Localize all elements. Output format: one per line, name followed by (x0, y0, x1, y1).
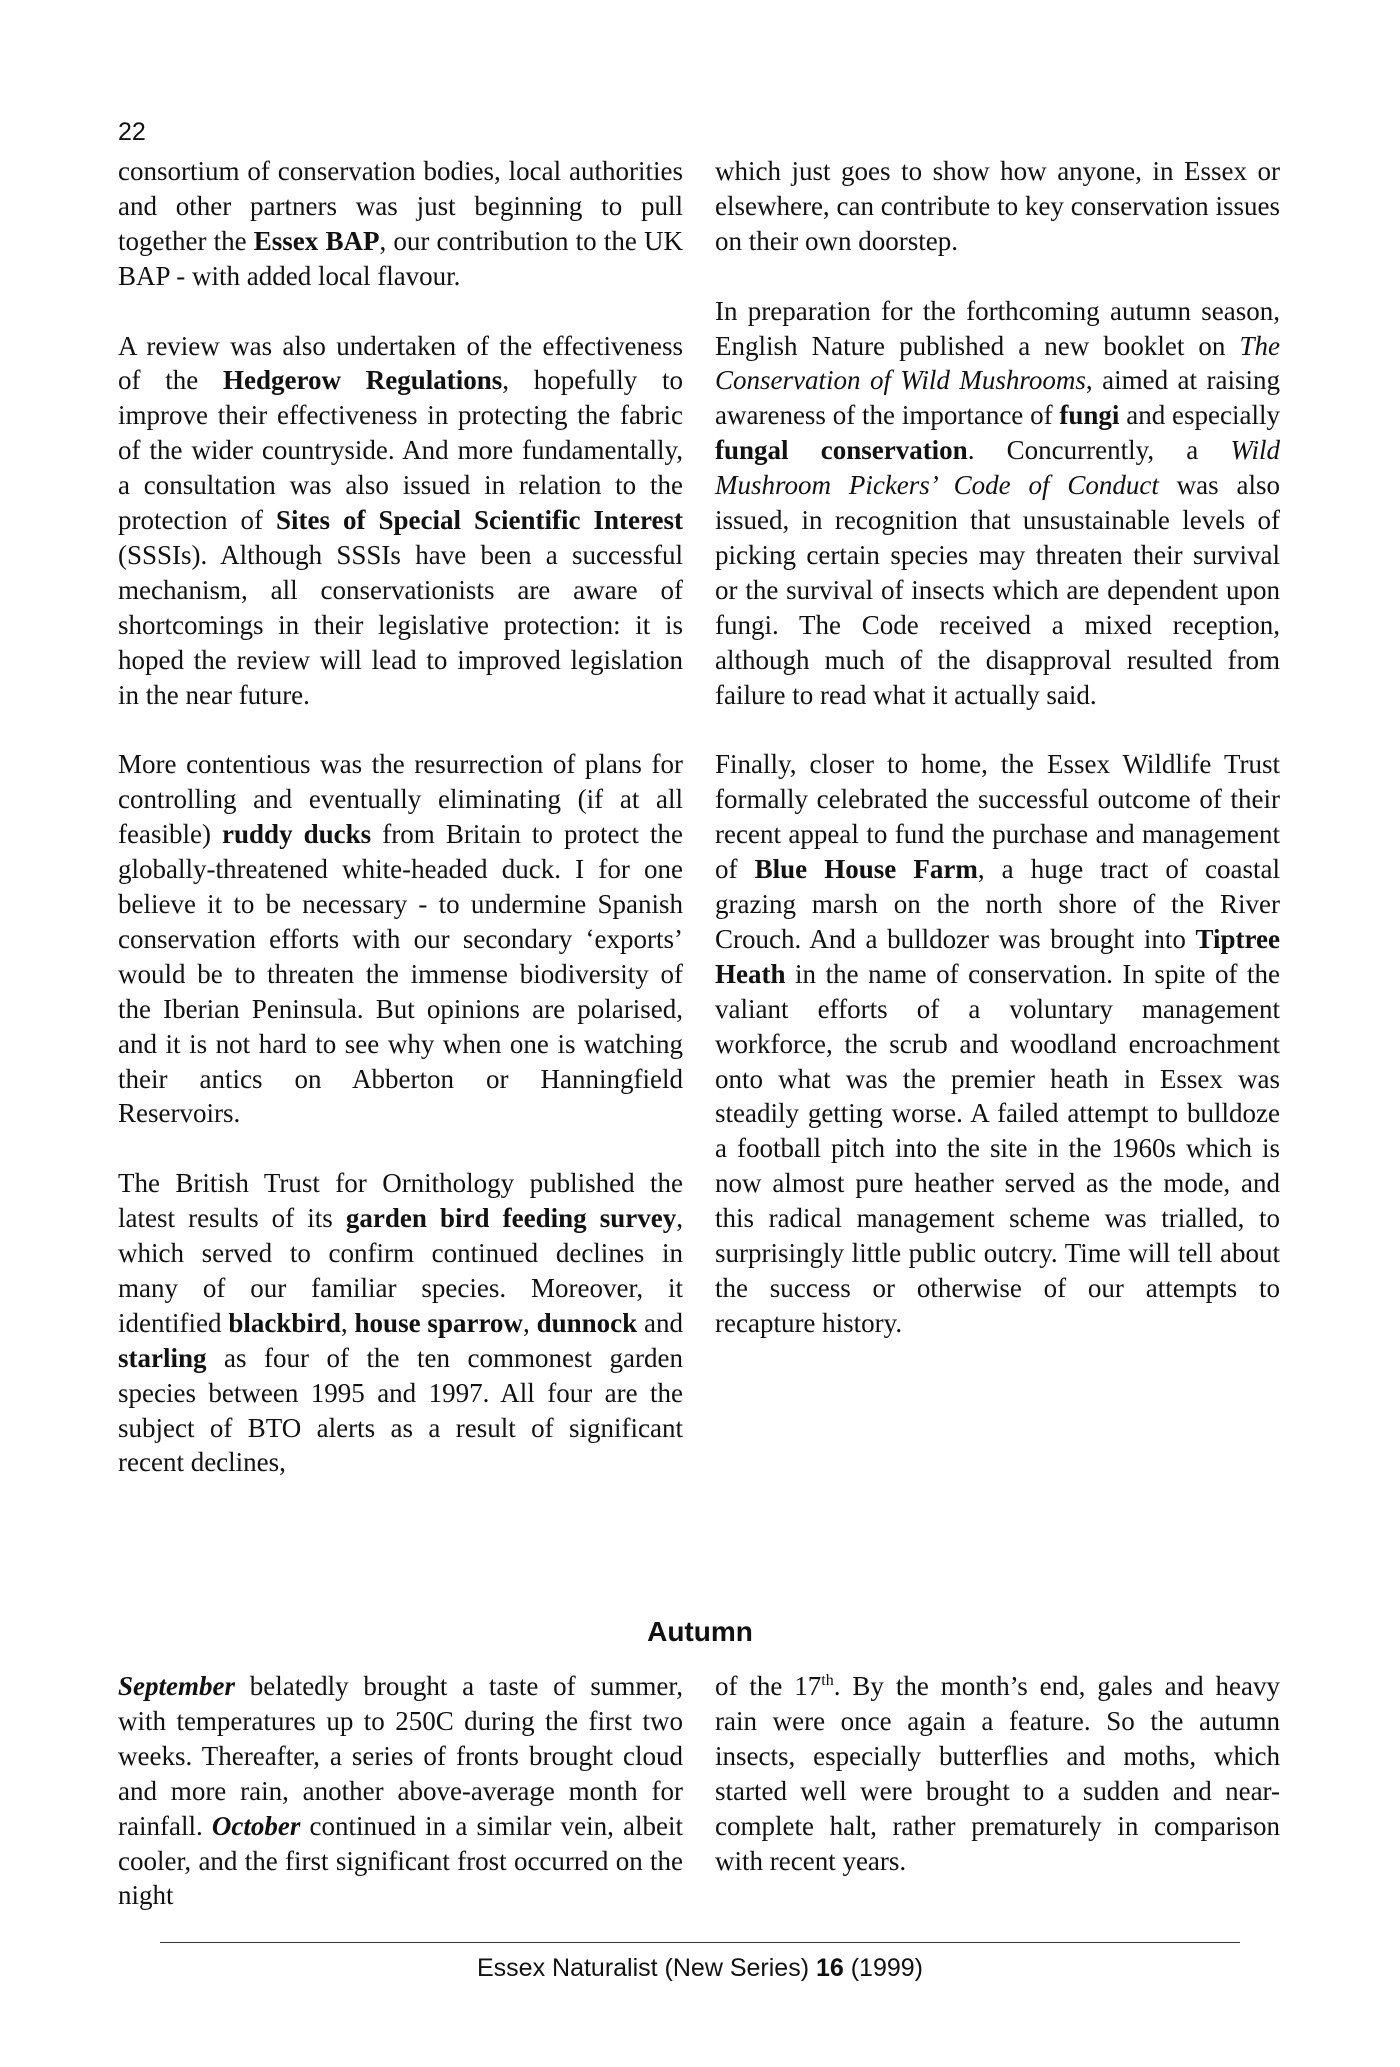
text-run: More contentious was the resurrection of plans for controlling and eventually eliminating (if at all feasible) (118, 749, 683, 850)
text-run: from Britain to protect the globally-threatened white-headed duck. I for one believe it to be necessary - to undermine Spanish conservation efforts with our secondary ‘exports’ would be to threaten the immense biodiversity of the Iberian Peninsula. But opinions are polarised, and it is not hard to see why when one is watching their antics on Abberton or Hanningfield Reservoirs. (118, 819, 683, 1129)
term-house-sparrow: house sparrow (354, 1307, 523, 1338)
text-run: which just goes to show how anyone, in Essex or elsewhere, can contribute to key conservation issues on their own doorstep. (715, 156, 1280, 256)
term-sssi: Sites of Special Scientific Interest (275, 505, 683, 536)
term-hedgerow-regulations: Hedgerow Regulations (223, 365, 503, 396)
paragraph-bto-survey (118, 1166, 683, 1480)
column-bottom-left (118, 1669, 683, 1913)
term-october (212, 1811, 300, 1841)
term-blackbird: blackbird (228, 1307, 341, 1338)
page-number: 22 (118, 118, 146, 146)
title-conservation-wild-mushrooms: The Conservation of Wild Mushrooms (715, 330, 1280, 396)
text-run: , (340, 1307, 355, 1338)
term-fungi: fungi (1059, 400, 1120, 431)
paragraph-essex-wildlife-trust (715, 747, 1280, 1340)
text-run: , aimed at raising awareness of the importance of (715, 365, 1280, 431)
text-run: In preparation for the forthcoming autumn season, English Nature published a new booklet on (715, 295, 1280, 361)
title-code-of-conduct: Wild Mushroom Pickers’ Code of Conduct (715, 435, 1280, 501)
term-essex-bap: Essex BAP (253, 225, 380, 256)
section-heading-autumn: Autumn (647, 1616, 753, 1647)
paragraph-wild-mushrooms (715, 294, 1280, 713)
paragraph-hedgerow-sssi (118, 329, 683, 713)
text-run: . By the month’s end, gales and heavy rain were once again a feature. So the autumn insects, especially butterflies and moths, which started well were brought to a sudden and near-complete halt, rather prematurely in comparison with recent years. (715, 1671, 1280, 1876)
text-run: , a huge tract of coastal grazing marsh on the north shore of the River Crouch. And a bulldozer was brought into (715, 854, 1280, 954)
term-blue-house-farm: Blue House Farm (754, 854, 978, 885)
text-run: The British Trust for Ornithology published the latest results of its (118, 1168, 683, 1234)
text-run: was also issued, in recognition that unsustainable levels of picking certain species may threaten their survival or the survival of insects which are dependent upon fungi. The Code received a mixed reception, although much of the disapproval resulted from failure to read what it actually said. (715, 470, 1280, 710)
paragraph-september-october (118, 1669, 683, 1913)
text-run: and (637, 1307, 684, 1338)
term-october-italic: October (211, 1810, 301, 1841)
term-garden-bird-survey: garden bird feeding survey (345, 1203, 677, 1234)
term-starling: starling (118, 1342, 207, 1373)
term-september-italic: September (118, 1671, 235, 1701)
footer-citation (0, 1954, 1400, 1983)
footer-year: (1999) (843, 1954, 923, 1982)
paragraph-essex-bap (118, 154, 683, 294)
text-run: , hopefully to improve their effectiveness in protecting the fabric of the wider countryside. And more fundamentally, a consultation was also issued in relation to the protection of (118, 365, 684, 536)
text-run: . Concurrently, a (967, 435, 1231, 466)
term-ruddy-ducks: ruddy ducks (222, 819, 372, 850)
text-run: continued in a similar vein, albeit cooler, and the first significant frost occurred on the night (118, 1810, 683, 1911)
term-tiptree-heath: Tiptree Heath (715, 923, 1280, 989)
text-run: , our contribution to the UK BAP - with added local flavour. (118, 225, 683, 291)
column-top-left (118, 154, 683, 1480)
text-run: and especially (1119, 400, 1280, 431)
paragraph-doorstep (715, 154, 1280, 259)
text-run: , (522, 1307, 537, 1338)
text-run: as four of the ten commonest garden species between 1995 and 1997. All four are the subject of BTO alerts as a result of significant recent declines, (118, 1342, 683, 1478)
text-run: consortium of conservation bodies, local authorities and other partners was just beginning to pull together the (118, 156, 683, 256)
text-run: of the 17 (715, 1671, 822, 1701)
term-fungal-conservation: fungal conservation (715, 435, 968, 466)
footer-journal: Essex Naturalist (New Series) (476, 1954, 816, 1982)
term-dunnock: dunnock (536, 1307, 638, 1338)
term-september (118, 1671, 235, 1701)
text-run: , which served to confirm continued declines in many of our familiar species. Moreover, it identified (118, 1203, 683, 1338)
paragraph-month-end (715, 1669, 1280, 1878)
footer-rule (160, 1942, 1240, 1943)
text-run: (SSSIs). Although SSSIs have been a successful mechanism, all conservationists are aware of shortcomings in their legislative protection: it is hoped the review will lead to improved legislation in the near future. (118, 539, 683, 710)
text-run: belatedly brought a taste of summer, with temperatures up to 250C during the first two weeks. Thereafter, a series of fronts brought cloud and more rain, another above-average month for rainfall. (118, 1671, 683, 1841)
ordinal-superscript: th (821, 1672, 834, 1689)
column-bottom-right (715, 1669, 1280, 1878)
footer-volume: 16 (815, 1954, 844, 1982)
paragraph-ruddy-ducks (118, 747, 683, 1131)
text-run: in the name of conservation. In spite of the valiant efforts of a voluntary management workforce, the scrub and woodland encroachment onto what was the premier heath in Essex was steadily getting worse. A failed attempt to bulldoze a football pitch into the site in the 1960s which is now almost pure heather served as the mode, and this radical management scheme was trialled, to surprisingly little public outcry. Time will tell about the success or otherwise of our attempts to recapture history. (715, 958, 1280, 1338)
text-run: Finally, closer to home, the Essex Wildlife Trust formally celebrated the successful outcome of their recent appeal to fund the purchase and management of (715, 749, 1280, 885)
text-run: A review was also undertaken of the effectiveness of the (118, 330, 683, 396)
column-top-right (715, 154, 1280, 1341)
